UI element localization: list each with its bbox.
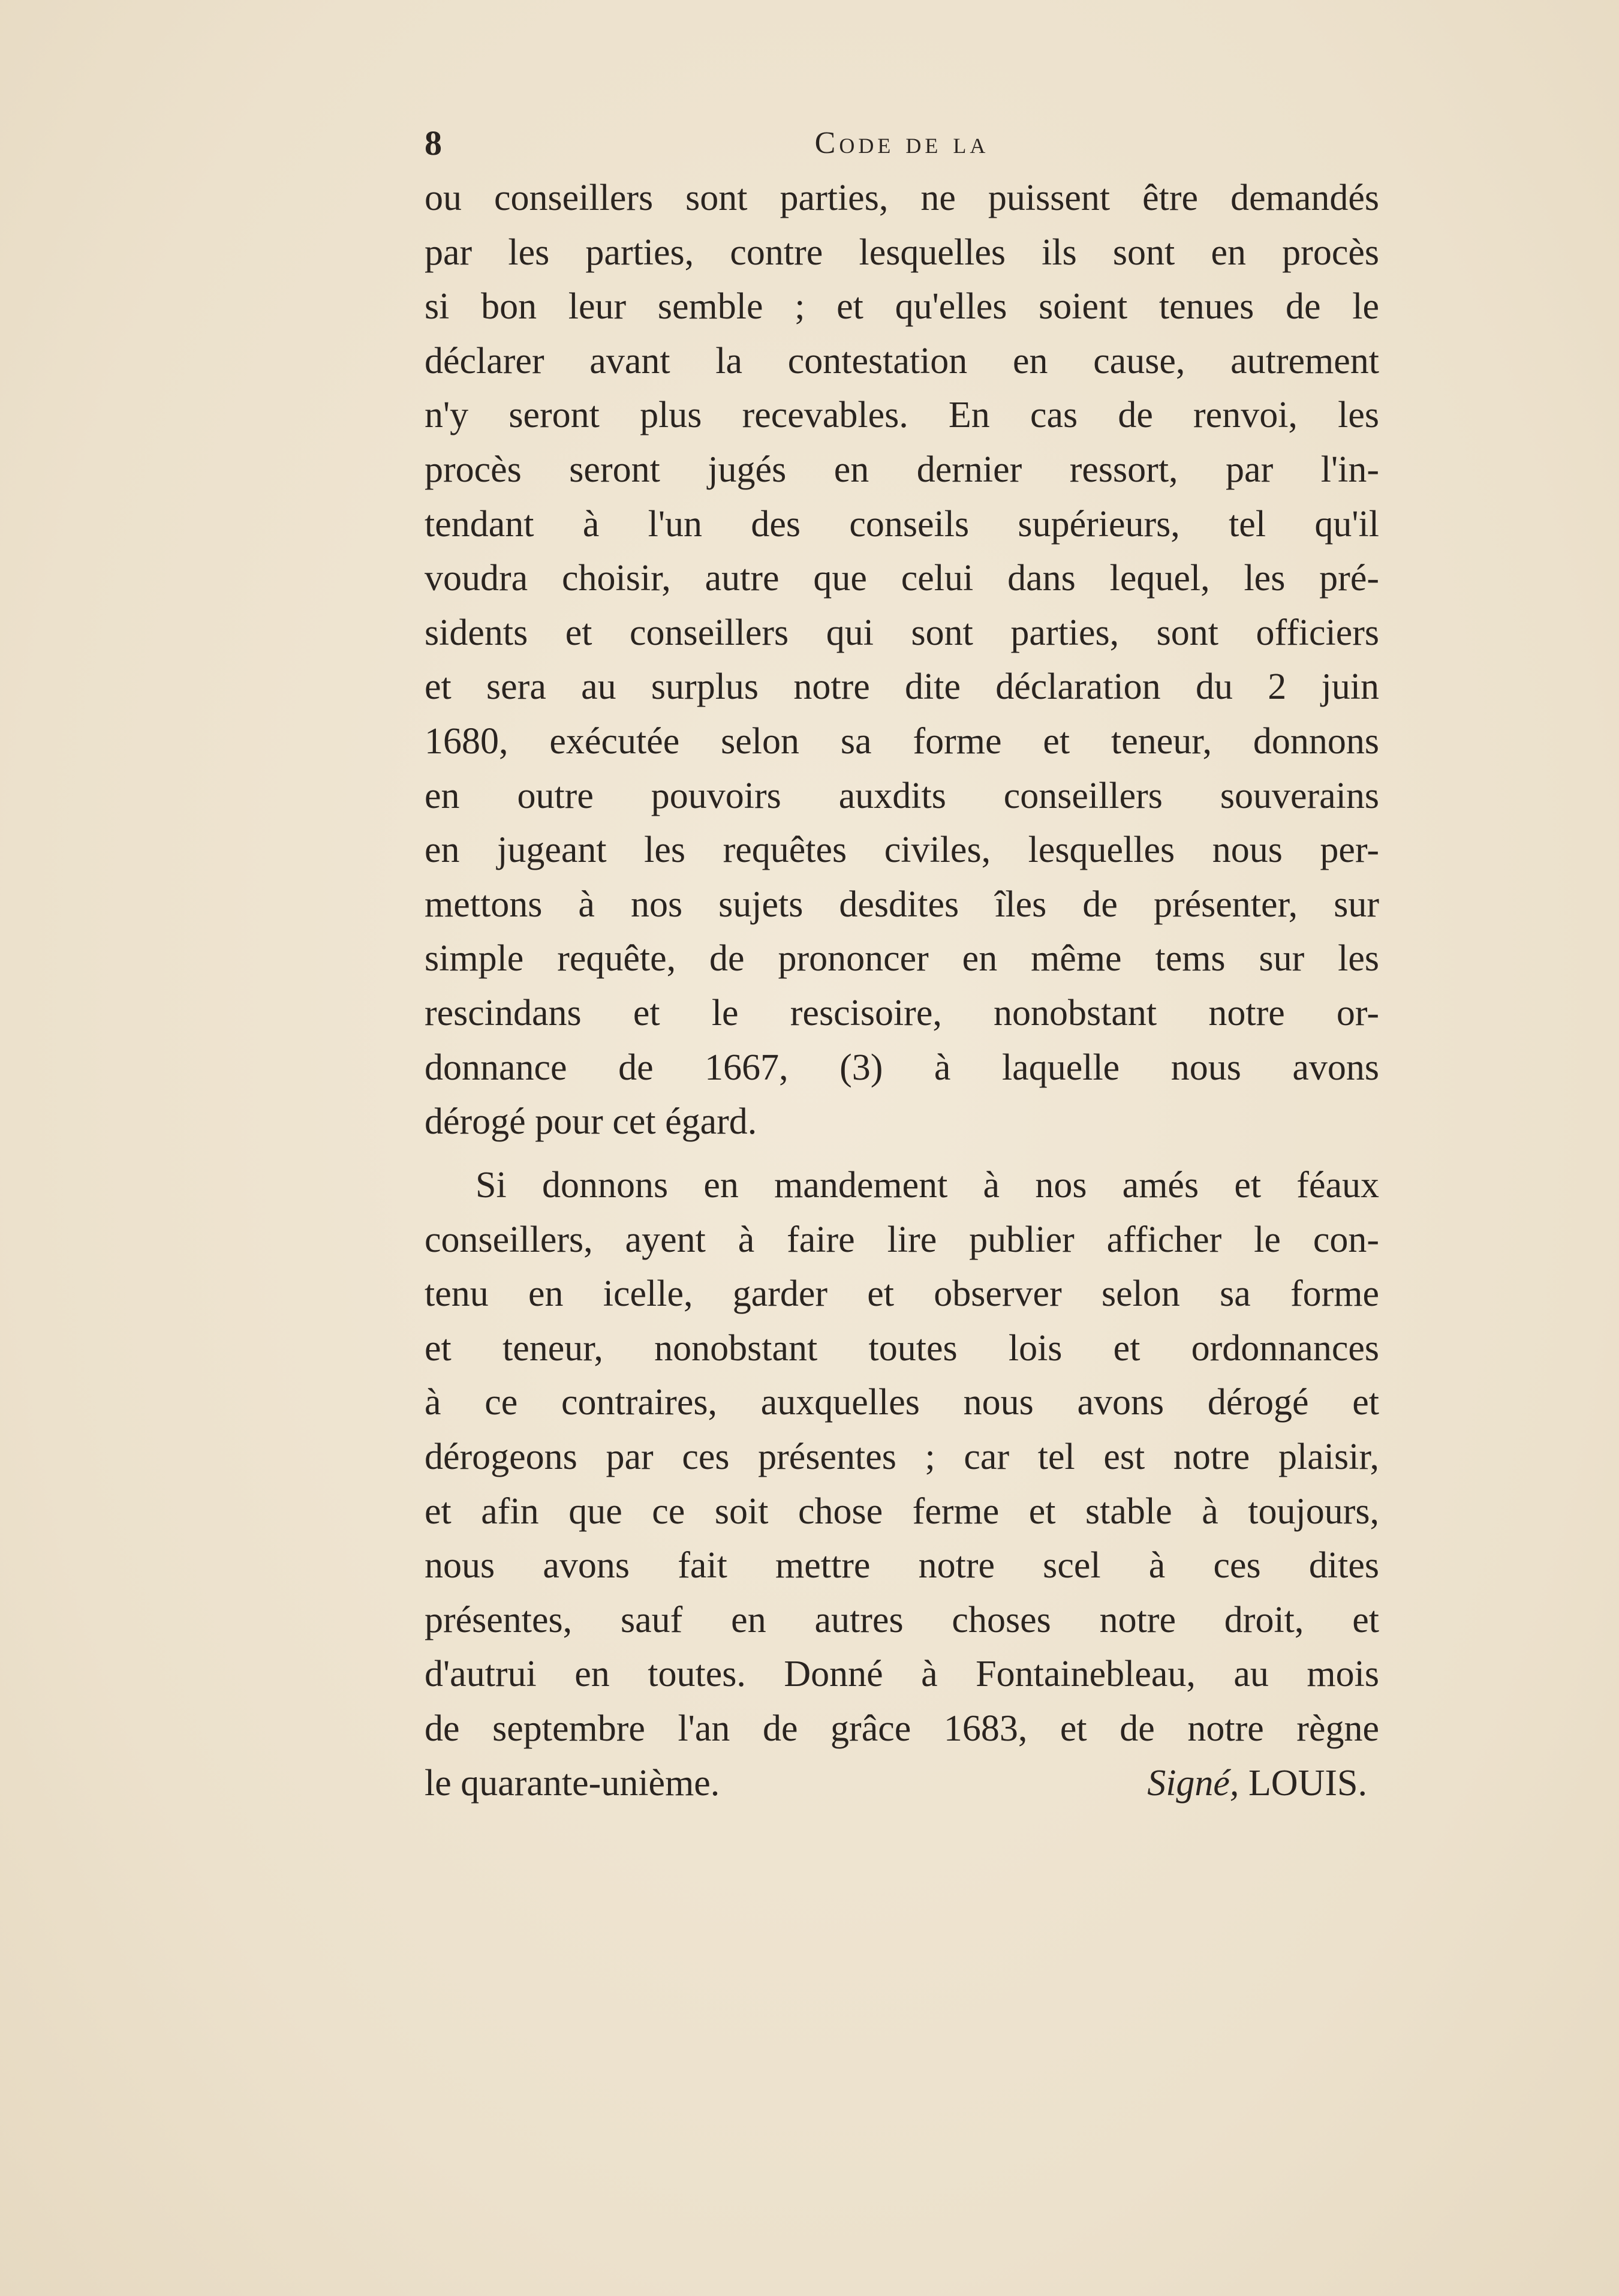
text-line: mettons à nos sujets desdites îles de présenter, sur bbox=[425, 883, 1379, 925]
paragraph-2 bbox=[425, 1158, 1379, 1756]
text-line: dérogé pour cet égard. bbox=[425, 1101, 757, 1143]
text-line: si bon leur semble ; et qu'elles soient tenues de le bbox=[425, 286, 1379, 327]
page-header bbox=[425, 123, 1379, 165]
text-line: présentes, sauf en autres choses notre droit, et bbox=[425, 1599, 1379, 1640]
closing-text: le quarante-unième. bbox=[425, 1763, 720, 1804]
signatory: LOUIS. bbox=[1248, 1763, 1367, 1804]
text-line: conseillers, ayent à faire lire publier afficher le con- bbox=[425, 1219, 1379, 1260]
text-line: Si donnons en mandement à nos amés et féaux bbox=[476, 1165, 1379, 1206]
text-line: en outre pouvoirs auxdits conseillers souverains bbox=[425, 775, 1379, 816]
text-line: 1680, exécutée selon sa forme et teneur, donnons bbox=[425, 720, 1379, 762]
text-line: tendant à l'un des conseils supérieurs, tel qu'il bbox=[425, 503, 1379, 545]
page-number: 8 bbox=[425, 124, 442, 163]
signature bbox=[1147, 1756, 1367, 1811]
paragraph-1 bbox=[425, 171, 1379, 1149]
text-line: donnance de 1667, (3) à laquelle nous avons bbox=[425, 1047, 1379, 1088]
text-line: déclarer avant la contestation en cause, autrement bbox=[425, 340, 1379, 381]
text-line: dérogeons par ces présentes ; car tel est notre plaisir, bbox=[425, 1436, 1379, 1477]
running-title: Code de la bbox=[814, 126, 989, 160]
text-line: et sera au surplus notre dite déclaration du 2 juin bbox=[425, 666, 1379, 708]
text-line: sidents et conseillers qui sont parties, sont officiers bbox=[425, 612, 1379, 653]
text-line: voudra choisir, autre que celui dans lequel, les pré- bbox=[425, 558, 1379, 599]
text-line: simple requête, de prononcer en même tems sur les bbox=[425, 938, 1379, 979]
text-line: nous avons fait mettre notre scel à ces dites bbox=[425, 1545, 1379, 1586]
text-line: de septembre l'an de grâce 1683, et de notre règne bbox=[425, 1708, 1379, 1749]
text-line: procès seront jugés en dernier ressort, par l'in- bbox=[425, 449, 1379, 490]
text-line: rescindans et le rescisoire, nonobstant notre or- bbox=[425, 992, 1379, 1033]
text-line: et afin que ce soit chose ferme et stable à toujours, bbox=[425, 1490, 1379, 1532]
text-line: à ce contraires, auxquelles nous avons dérogé et bbox=[425, 1382, 1379, 1423]
text-line: n'y seront plus recevables. En cas de renvoi, les bbox=[425, 395, 1379, 436]
text-line: d'autrui en toutes. Donné à Fontainebleau, au mois bbox=[425, 1654, 1379, 1695]
text-line: tenu en icelle, garder et observer selon sa forme bbox=[425, 1273, 1379, 1315]
text-line: en jugeant les requêtes civiles, lesquelles nous per- bbox=[425, 830, 1379, 871]
signed-label: Signé, bbox=[1147, 1763, 1239, 1804]
closing-line bbox=[425, 1756, 1379, 1811]
text-line: et teneur, nonobstant toutes lois et ordonnances bbox=[425, 1327, 1379, 1369]
text-line: ou conseillers sont parties, ne puissent être demandés bbox=[425, 178, 1379, 218]
text-line: par les parties, contre lesquelles ils sont en procès bbox=[425, 232, 1379, 273]
